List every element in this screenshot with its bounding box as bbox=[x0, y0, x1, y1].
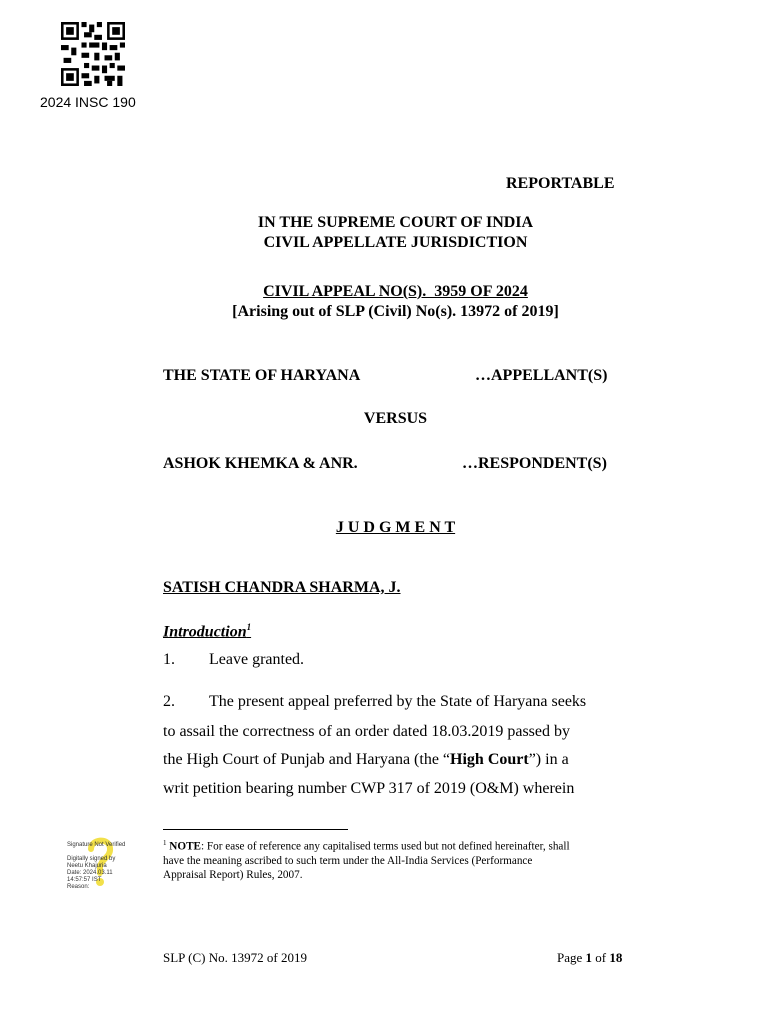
para2-line1: The present appeal preferred by the State of Haryana seeks bbox=[209, 693, 587, 710]
page-of: of bbox=[592, 950, 610, 965]
court-name: IN THE SUPREME COURT OF INDIA bbox=[257, 214, 534, 231]
footnote-ref[interactable]: 1 bbox=[246, 622, 252, 632]
appellant-name: THE STATE OF HARYANA bbox=[163, 367, 361, 384]
appellant-role: …APPELLANT(S) bbox=[475, 367, 608, 384]
footnote-number: 1 bbox=[163, 839, 167, 847]
respondent-role: …RESPONDENT(S) bbox=[462, 455, 607, 472]
footer-case-number: SLP (C) No. 13972 of 2019 bbox=[163, 950, 307, 965]
high-court-term: High Court bbox=[450, 751, 529, 768]
judge-author: SATISH CHANDRA SHARMA, J. bbox=[163, 579, 401, 596]
para2-number: 2. bbox=[163, 693, 175, 710]
arising-out-of: [Arising out of SLP (Civil) No(s). 13972 of 2019] bbox=[232, 303, 559, 320]
para2-line3 bbox=[163, 750, 629, 770]
signature-reason: Reason: bbox=[67, 884, 90, 890]
judgment-heading: J U D G M E N T bbox=[335, 519, 456, 536]
signature-signed-by: Digitally signed by bbox=[67, 856, 116, 862]
signature-signer: Neetu Khajuria bbox=[67, 863, 107, 869]
para2-line3-start: the High Court of Punjab and Haryana (the “ bbox=[163, 751, 451, 768]
signature-block bbox=[67, 842, 147, 888]
para2-line2: to assail the correctness of an order dated 18.03.2019 passed by bbox=[163, 723, 570, 740]
footnote-line2: have the meaning ascribed to such term under the All-India Services (Performance bbox=[163, 854, 533, 867]
footnote-line3: Appraisal Report) Rules, 2007. bbox=[163, 868, 303, 881]
footer-page-number bbox=[557, 950, 622, 966]
reportable-label: REPORTABLE bbox=[506, 175, 615, 192]
page-current: 1 bbox=[585, 950, 593, 965]
page-prefix: Page bbox=[557, 950, 586, 965]
footnote bbox=[163, 836, 629, 882]
qr-code-icon bbox=[61, 22, 125, 86]
signature-time: 14:57:57 IST bbox=[67, 877, 102, 883]
citation-number: 2024 INSC 190 bbox=[40, 94, 136, 110]
footnote-line1 bbox=[163, 836, 629, 854]
para1-number: 1. bbox=[163, 651, 175, 668]
introduction-heading bbox=[163, 622, 251, 641]
appeal-number: CIVIL APPEAL NO(S). 3959 OF 2024 bbox=[263, 283, 528, 300]
respondent-name: ASHOK KHEMKA & ANR. bbox=[163, 455, 358, 472]
signature-date: Date: 2024.03.11 bbox=[67, 870, 113, 876]
jurisdiction: CIVIL APPELLATE JURISDICTION bbox=[263, 234, 528, 251]
versus-label: VERSUS bbox=[363, 410, 428, 427]
footnote-label: NOTE bbox=[169, 840, 202, 853]
para2-line4: writ petition bearing number CWP 317 of 2019 (O&M) wherein bbox=[163, 780, 575, 797]
para2-line3-end: ”) in a bbox=[528, 751, 569, 768]
page-total: 18 bbox=[609, 950, 623, 965]
footnote-separator bbox=[163, 829, 348, 830]
signature-status: Signature Not Verified bbox=[67, 842, 126, 848]
footnote-text1: : For ease of reference any capitalised terms used but not defined hereinafter, shall bbox=[201, 840, 570, 853]
para1-text: Leave granted. bbox=[209, 651, 305, 668]
introduction-heading-text: Introduction bbox=[163, 623, 247, 641]
